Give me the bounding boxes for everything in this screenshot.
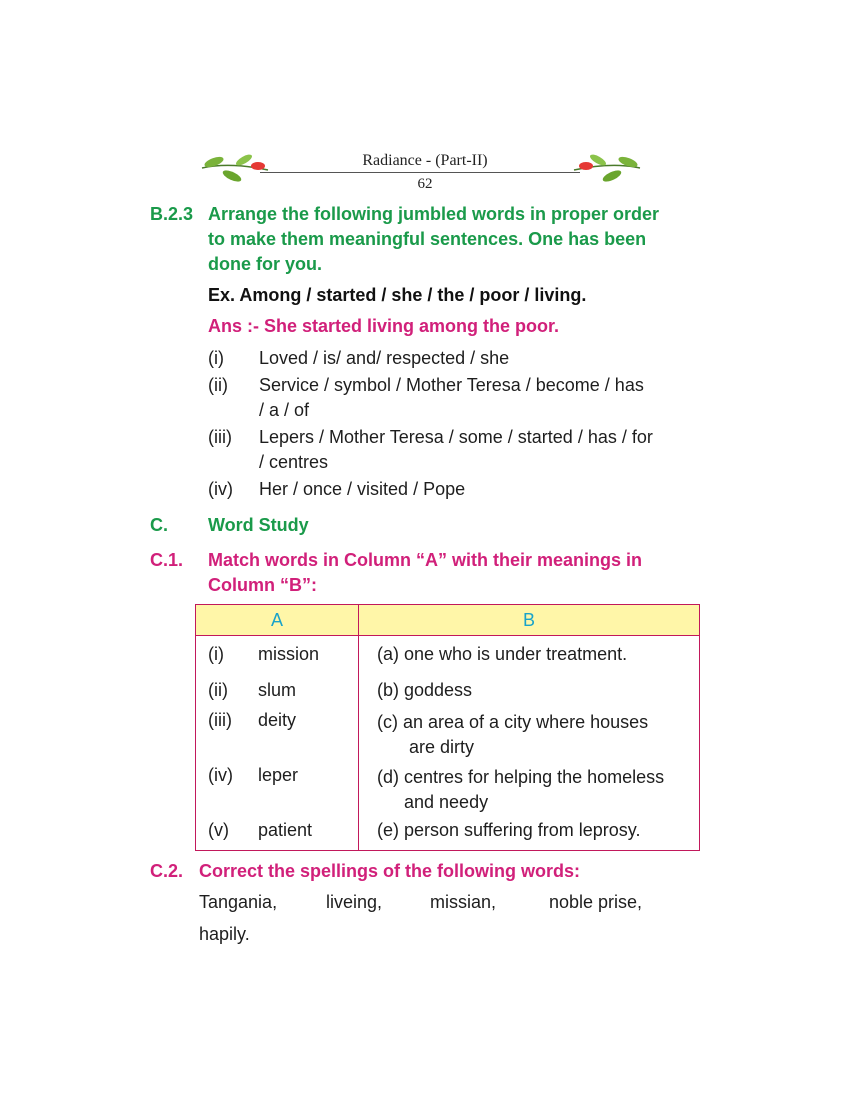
row-word: mission <box>258 644 320 664</box>
misspelled-word: noble prise, <box>549 892 643 912</box>
c1-heading-line-2: Column “B”: <box>208 575 317 595</box>
item-text-continued: / a / of <box>259 400 310 420</box>
row-meaning: (b) goddess <box>377 680 473 700</box>
section-b23-heading <box>208 202 700 277</box>
row-meaning-continued: and needy <box>404 792 489 812</box>
row-meaning: (c) an area of a city where houses <box>377 712 649 732</box>
heading-line-1: Arrange the following jumbled words in proper order <box>208 204 660 224</box>
item-number: (ii) <box>208 375 228 395</box>
row-meaning: (a) one who is under treatment. <box>377 644 628 664</box>
section-c1-label: C.1. <box>150 550 184 570</box>
section-b23-label: B.2.3 <box>150 204 194 224</box>
item-text: Service / symbol / Mother Teresa / become / has <box>259 375 644 395</box>
table-row <box>196 765 700 820</box>
item-number: (iv) <box>208 479 233 499</box>
table-row <box>196 636 700 681</box>
row-number: (v) <box>208 820 229 840</box>
row-number: (ii) <box>208 680 228 700</box>
misspelled-word: hapily. <box>199 924 250 944</box>
page-number: 62 <box>417 176 433 192</box>
row-number: (iii) <box>208 710 232 730</box>
example-sentence: Ex. Among / started / she / the / poor / living. <box>208 285 587 305</box>
example-answer: Ans :- She started living among the poor. <box>208 316 560 336</box>
row-number: (iv) <box>208 765 233 785</box>
row-meaning-continued: are dirty <box>409 737 475 757</box>
table-row <box>196 710 700 765</box>
misspelled-word: missian, <box>430 892 497 912</box>
misspelled-word: Tangania, <box>199 892 278 912</box>
column-b-header: B <box>359 605 700 636</box>
row-word: slum <box>258 680 297 700</box>
item-number: (i) <box>208 348 224 368</box>
item-text-continued: / centres <box>259 452 329 472</box>
row-word: deity <box>258 710 297 730</box>
section-c1-heading <box>208 548 700 598</box>
row-meaning: (d) centres for helping the homeless <box>377 767 665 787</box>
row-number: (i) <box>208 644 224 664</box>
row-word: leper <box>258 765 299 785</box>
book-title: Radiance - (Part-II) <box>362 152 488 169</box>
section-c2-heading: Correct the spellings of the following words: <box>199 861 581 881</box>
column-a-header: A <box>196 605 359 636</box>
match-table <box>195 604 700 851</box>
section-c-label: C. <box>150 515 168 535</box>
heading-line-3: done for you. <box>208 254 322 274</box>
item-text: Loved / is/ and/ respected / she <box>259 348 510 368</box>
item-text: Her / once / visited / Pope <box>259 479 466 499</box>
table-row <box>196 680 700 710</box>
misspelled-word: liveing, <box>326 892 383 912</box>
header-rule <box>260 172 580 173</box>
c1-heading-line-1: Match words in Column “A” with their meanings in <box>208 550 643 570</box>
item-number: (iii) <box>208 427 232 447</box>
heading-line-2: to make them meaningful sentences. One has been <box>208 229 647 249</box>
item-text: Lepers / Mother Teresa / some / started / has / for <box>259 427 653 447</box>
table-row <box>196 820 700 851</box>
row-meaning: (e) person suffering from leprosy. <box>377 820 641 840</box>
row-word: patient <box>258 820 313 840</box>
section-c-title: Word Study <box>208 515 309 535</box>
section-c2-label: C.2. <box>150 861 184 881</box>
